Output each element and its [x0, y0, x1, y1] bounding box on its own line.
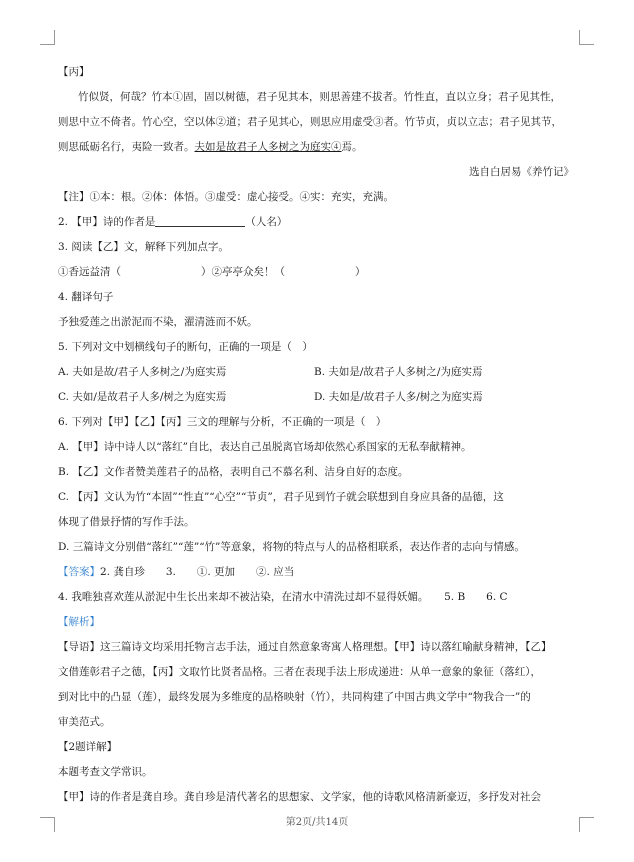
answer-line-2: 4. 我唯独喜欢莲从淤泥中生长出来却不被沾染，在清水中清洗过却不显得妖媚。 5. B 6. C: [58, 591, 508, 603]
option-b: B. 夫如是/故君子人多树之/为庭实焉: [314, 366, 483, 378]
detail-line: 【甲】诗的作者是龚自珍。龚自珍是清代著名的思想家、文学家，他的诗歌风格清新豪迈，多抒发对社会: [58, 791, 541, 803]
bing-text-line: 则思中立不倚者。竹心空，空以体②道；君子见其心，则思应用虚受③者。竹节贞，贞以立志；君子见其节，: [58, 116, 562, 128]
crop-mark-top-right: [579, 30, 594, 45]
bing-text-line: 竹似贤，何哉？竹本①固，固以树德，君子见其本，则思善建不拔者。竹性直，直以立身；君子见其性，: [78, 91, 561, 103]
question-6-option-b: B. 【乙】文作者赞美莲君子的品格，表明自己不慕名利、洁身自好的态度。: [58, 466, 409, 478]
analysis-label: 【解析】: [58, 616, 100, 628]
page-number: 第2页/共14页: [285, 817, 349, 828]
guide-line: 文借莲彰君子之德，【丙】文取竹比贤者品格。三者在表现手法上形成递进：从单一意象的象征（落红），: [58, 666, 541, 678]
option-d: D. 夫如是/故君子人多/树之为庭实焉: [314, 391, 483, 403]
source-citation: 选自白居易《养竹记》: [469, 166, 574, 178]
question-6-option-c-cont: 体现了借景抒情的写作手法。: [58, 516, 195, 528]
underlined-sentence: 夫如是故君子人多树之为庭实④: [194, 141, 342, 153]
question-3-items: ①香远益清（ ）②亭亭众矣！（ ）: [58, 266, 366, 278]
answer-line: 【答案】2. 龚自珍 3. ①. 更加 ②. 应当: [58, 566, 295, 578]
question-4-sentence: 予独爱莲之出淤泥而不染，濯清涟而不妖。: [58, 316, 258, 328]
guide-line: 到对比中的凸显（莲），最终发展为多维度的品格映射（竹），共同构建了中国古典文学中“物我合一”的: [58, 691, 531, 703]
annotation-note: 【注】①本：根。②体：体悟。③虚受：虚心接受。④实：充实，充满。: [58, 191, 394, 203]
question-6: 6. 下列对【甲】【乙】【丙】三文的理解与分析，不正确的一项是（ ）: [58, 416, 387, 428]
question-6-option-a: A. 【甲】诗中诗人以“落红”自比，表达自己虽脱离官场却依然心系国家的无私奉献精神。: [58, 441, 472, 453]
question-2: 2. 【甲】诗的作者是 （人名）: [58, 216, 288, 228]
answer-label: 【答案】: [58, 566, 100, 578]
question-6-option-c: C. 【丙】文认为竹“本固”“性直”“心空”“节贞”，君子见到竹子就会联想到自身应具备的品德，这: [58, 491, 504, 503]
question-4: 4. 翻译句子: [58, 291, 114, 303]
question-6-option-d: D. 三篇诗文分别借“落红”“莲”“竹”等意象，将物的特点与人的品格相联系，表达作者的志向与情感。: [58, 541, 525, 553]
answer-blank: [155, 214, 245, 227]
detail-line: 本题考查文学常识。: [58, 766, 153, 778]
question-5-options: [58, 360, 578, 385]
option-c: C. 夫如/是故君子人多/树之为庭实焉: [58, 391, 227, 403]
document-body: [58, 60, 578, 810]
question-5-options: [58, 385, 578, 410]
crop-mark-top-left: [40, 30, 55, 45]
question-5: 5. 下列对文中划横线句子的断句，正确的一项是（ ）: [58, 341, 313, 353]
option-a: A. 夫如是故/君子人多树之/为庭实焉: [58, 366, 227, 378]
guide-line: 审美范式。: [58, 716, 111, 728]
section-heading-bing: 【丙】: [58, 66, 90, 78]
bing-text-line-last: 则思砥砺名行，夷险一致者。夫如是故君子人多树之为庭实④焉。: [58, 141, 363, 153]
question-3: 3. 阅读【乙】文，解释下列加点字。: [58, 241, 229, 253]
detail-heading: 【2题详解】: [58, 741, 118, 753]
guide-line: 【导语】这三篇诗文均采用托物言志手法，通过自然意象寄寓人格理想。【甲】诗以落红喻献身精神，【乙】: [58, 641, 552, 653]
